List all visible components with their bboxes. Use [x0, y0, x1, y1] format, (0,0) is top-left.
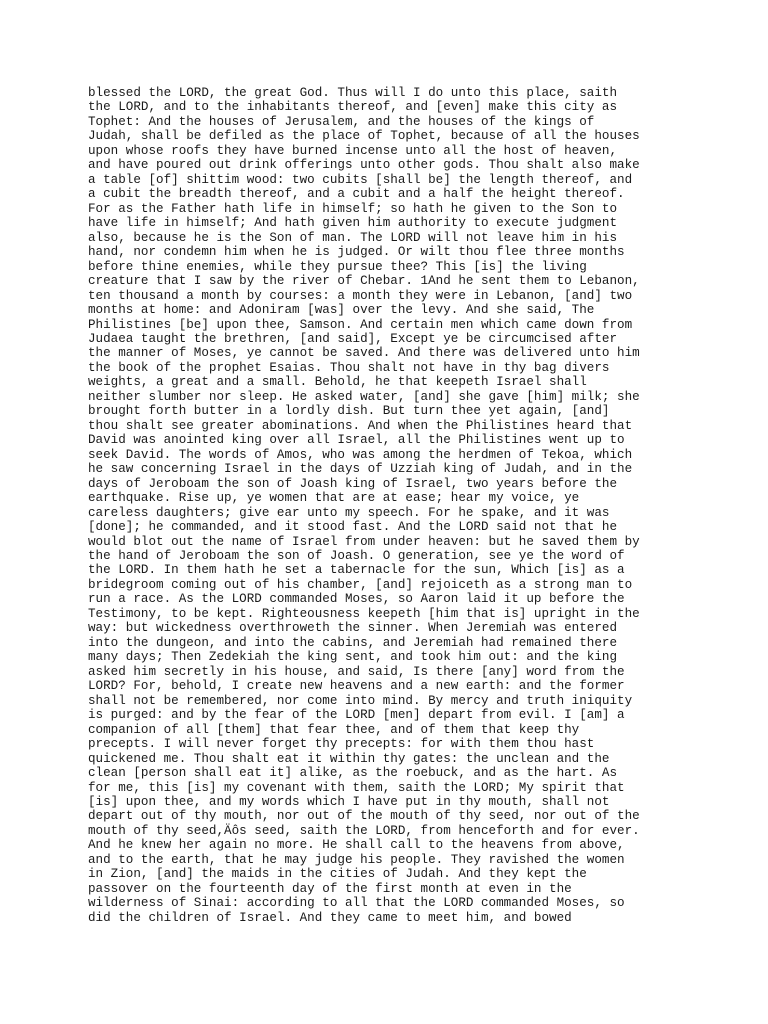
- text-line: Judaea taught the brethren, [and said], Except ye be circumcised after: [88, 331, 618, 346]
- text-line: did the children of Israel. And they came to meet him, and bowed: [88, 910, 572, 925]
- text-line: thou shalt see greater abominations. And when the Philistines heard that: [88, 418, 633, 433]
- text-line: brought forth butter in a lordly dish. But turn thee yet again, [and]: [88, 404, 610, 419]
- text-line: for me, this [is] my covenant with them, saith the LORD; My spirit that: [88, 780, 625, 795]
- text-line: passover on the fourteenth day of the first month at even in the: [88, 881, 572, 896]
- body-text: [88, 86, 688, 925]
- text-line: blessed the LORD, the great God. Thus will I do unto this place, saith: [88, 86, 618, 100]
- text-line: seek David. The words of Amos, who was among the herdmen of Tekoa, which: [88, 447, 633, 462]
- text-line: hand, nor condemn him when he is judged. Or wilt thou flee three months: [88, 245, 625, 260]
- text-line: the manner of Moses, ye cannot be saved. And there was delivered unto him: [88, 346, 640, 361]
- text-line: Tophet: And the houses of Jerusalem, and the houses of the kings of: [88, 114, 595, 129]
- text-line: would blot out the name of Israel from under heaven: but he saved them by: [88, 534, 640, 549]
- text-line: wilderness of Sinai: according to all that the LORD commanded Moses, so: [88, 896, 625, 911]
- text-line: have life in himself; And hath given him authority to execute judgment: [88, 216, 618, 231]
- text-line: in Zion, [and] the maids in the cities of Judah. And they kept the: [88, 867, 587, 882]
- text-line: And he knew her again no more. He shall call to the heavens from above,: [88, 838, 625, 853]
- text-line: the book of the prophet Esaias. Thou shalt not have in thy bag divers: [88, 360, 610, 375]
- text-line: days of Jeroboam the son of Joash king of Israel, two years before the: [88, 476, 618, 491]
- text-line: weights, a great and a small. Behold, he that keepeth Israel shall: [88, 375, 587, 390]
- text-line: also, because he is the Son of man. The LORD will not leave him in his: [88, 230, 618, 245]
- text-line: earthquake. Rise up, ye women that are at ease; hear my voice, ye: [88, 491, 580, 506]
- text-line: and have poured out drink offerings unto other gods. Thou shalt also make: [88, 158, 640, 173]
- text-line: [done]; he commanded, and it stood fast. And the LORD said not that he: [88, 520, 618, 535]
- text-line: many days; Then Zedekiah the king sent, and took him out: and the king: [88, 650, 618, 665]
- text-line: LORD? For, behold, I create new heavens and a new earth: and the former: [88, 679, 625, 694]
- text-line: a table [of] shittim wood: two cubits [shall be] the length thereof, and: [88, 172, 633, 187]
- text-line: asked him secretly in his house, and said, Is there [any] word from the: [88, 664, 625, 679]
- text-line: [is] upon thee, and my words which I have put in thy mouth, shall not: [88, 794, 610, 809]
- text-line: run a race. As the LORD commanded Moses, so Aaron laid it up before the: [88, 592, 625, 607]
- text-line: Testimony, to be kept. Righteousness keepeth [him that is] upright in the: [88, 606, 640, 621]
- text-line: upon whose roofs they have burned incense unto all the host of heaven,: [88, 143, 618, 158]
- text-line: into the dungeon, and into the cabins, and Jeremiah had remained there: [88, 635, 618, 650]
- text-line: the LORD, and to the inhabitants thereof, and [even] make this city as: [88, 100, 618, 115]
- text-line: bridegroom coming out of his chamber, [and] rejoiceth as a strong man to: [88, 577, 633, 592]
- text-line: the LORD. In them hath he set a tabernacle for the sun, Which [is] as a: [88, 563, 625, 578]
- text-line: careless daughters; give ear unto my speech. For he spake, and it was: [88, 505, 610, 520]
- text-line: quickened me. Thou shalt eat it within thy gates: the unclean and the: [88, 751, 610, 766]
- text-line: creature that I saw by the river of Chebar. 1And he sent them to Lebanon,: [88, 274, 640, 289]
- text-line: the hand of Jeroboam the son of Joash. O generation, see ye the word of: [88, 549, 625, 563]
- text-line: ten thousand a month by courses: a month they were in Lebanon, [and] two: [88, 288, 633, 303]
- text-line: a cubit the breadth thereof, and a cubit and a half the height thereof.: [88, 187, 625, 202]
- text-line: before thine enemies, while they pursue thee? This [is] the living: [88, 259, 587, 274]
- text-line: Philistines [be] upon thee, Samson. And certain men which came down from: [88, 317, 633, 332]
- text-line: shall not be remembered, nor come into mind. By mercy and truth iniquity: [88, 693, 633, 708]
- text-line: depart out of thy mouth, nor out of the mouth of thy seed, nor out of the: [88, 809, 640, 824]
- text-line: and to the earth, that he may judge his people. They ravished the women: [88, 852, 625, 867]
- text-line: months at home: and Adoniram [was] over the levy. And she said, The: [88, 303, 595, 318]
- text-line: is purged: and by the fear of the LORD [men] depart from evil. I [am] a: [88, 708, 625, 723]
- text-line: mouth of thy seed,Äôs seed, saith the LORD, from henceforth and for ever.: [88, 823, 640, 838]
- text-line: David was anointed king over all Israel, all the Philistines went up to: [88, 433, 625, 448]
- text-line: he saw concerning Israel in the days of Uzziah king of Judah, and in the: [88, 462, 633, 477]
- text-line: For as the Father hath life in himself; so hath he given to the Son to: [88, 201, 618, 216]
- text-line: neither slumber nor sleep. He asked water, [and] she gave [him] milk; she: [88, 389, 640, 404]
- text-line: precepts. I will never forget thy precepts: for with them thou hast: [88, 737, 595, 752]
- text-line: clean [person shall eat it] alike, as the roebuck, and as the hart. As: [88, 766, 618, 781]
- text-line: companion of all [them] that fear thee, and of them that keep thy: [88, 722, 580, 737]
- text-line: Judah, shall be defiled as the place of Tophet, because of all the houses: [88, 129, 640, 144]
- text-line: way: but wickedness overthroweth the sinner. When Jeremiah was entered: [88, 621, 618, 636]
